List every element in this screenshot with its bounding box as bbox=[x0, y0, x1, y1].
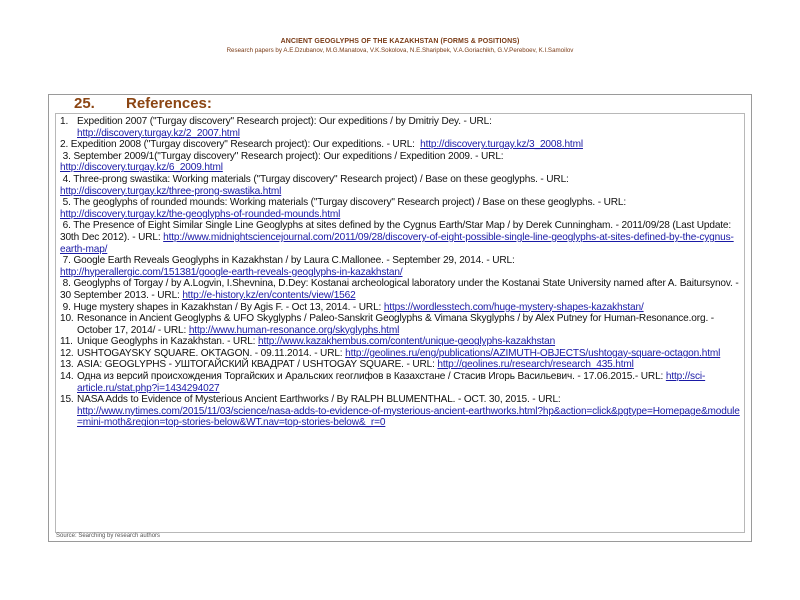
reference-item: 12. USHTOGAYSKY SQUARE. OKTAGON. - 09.11.2014. - URL: http://geolines.ru/eng/publications/AZIMUTH-OBJECTS/ushtogay-square-octagon.html bbox=[60, 347, 721, 359]
reference-link[interactable]: http://geolines.ru/eng/publications/AZIMUTH-OBJECTS/ushtogay-square-octagon.html bbox=[345, 347, 721, 359]
reference-link[interactable]: http://www.kazakhembus.com/content/unique-geoglyphs-kazakhstan bbox=[258, 336, 556, 348]
reference-item: 15. NASA Adds to Evidence of Mysterious Ancient Earthworks / By RALPH BLUMENTHAL. - OCT. 30, 2015. - URL: http://www.nytimes.com/2015/11/03/science/nasa-adds-to-evidence-of-mysterious-ancient-earthworks.html?hp&action=click&pgtype=Homepage&module=mini-moth&region=top-stories-below&WT.nav=top-stories-below&_r=0 bbox=[60, 394, 740, 429]
reference-link[interactable]: http://www.midnightsciencejournal.com/2011/09/28/discovery-of-eight-possible-single-line-geoglyphs-at-sites-defined-by-the-cygnus-earth-map/ bbox=[60, 231, 734, 255]
reference-link[interactable]: http://discovery.turgay.kz/3_2008.html bbox=[420, 139, 583, 151]
reference-item: 11. Unique Geoglyphs in Kazakhstan. - URL: http://www.kazakhembus.com/content/unique-geoglyphs-kazakhstan bbox=[60, 336, 556, 348]
reference-item: 4. Three-prong swastika: Working materials ("Turgay discovery" Research project) / Base on these geoglyphs. - URL: http://discovery.turgay.kz/three-prong-swastika.html bbox=[60, 173, 569, 197]
reference-item: 10. Resonance in Ancient Geoglyphs & UFO Skyglyphs / Paleo-Sanskrit Geoglyphs & Vimana Skyglyphs / by Alex Putney for Human-Resonance.org. - October 17, 2014/ - URL: http://www.human-resonance.org/skyglyphs.html bbox=[60, 313, 714, 336]
reference-item: 14. Одна из версий происхождения Торгайских и Аральских геоглифов в Казахстане / Стасив Игорь Васильевич. - 17.06.2015.- URL: http://sci-article.ru/stat.php?i=1434294027 bbox=[60, 371, 706, 394]
reference-item: 8. Geoglyphs of Torgay / by A.Logvin, I.Shevnina, D.Dey: Kostanai archeological laboratory under the Kostanai State University named after A. Baitursynov. - 30 September 2013. - URL: http://e-history.kz/en/contents/view/1562 bbox=[60, 278, 739, 301]
source-note: Source: Searching by research authors bbox=[56, 533, 161, 539]
reference-link[interactable]: http://hyperallergic.com/151381/google-earth-reveals-geoglyphs-in-kazakhstan/ bbox=[60, 266, 403, 278]
reference-item: 7. Google Earth Reveals Geoglyphs in Kazakhstan / by Laura C.Mallonee. - September 29, 2014. - URL: http://hyperallergic.com/151381/google-earth-reveals-geoglyphs-in-kazakhstan/ bbox=[60, 255, 515, 278]
references-list bbox=[60, 116, 742, 429]
reference-link[interactable]: https://wordlesstech.com/huge-mystery-shapes-kazakhstan/ bbox=[383, 301, 644, 313]
document-authors: Research papers by A.E.Dzubanov, M.G.Manatova, V.K.Sokolova, N.E.Sharipbek, V.A.Goriachikh, G.V.Pereboev, K.I.Samoilov bbox=[226, 47, 574, 54]
reference-item: 6. The Presence of Eight Similar Single Line Geoglyphs at sites defined by the Cygnus Earth/Star Map / by Derek Cunningham. - 2011/09/28 (Last Update: 30th Dec 2012). - URL: http://www.midnightsciencejournal.com/2011/09/28/discovery-of-eight-possible-single-line-geoglyphs-at-sites-defined-by-the-cygnus-earth-map/ bbox=[60, 220, 734, 255]
reference-item: 13. ASIA: GEOGLYPHS - УШТОГАЙСКИЙ КВАДРАТ / USHTOGAY SQUARE. - URL: http://geolines.ru/research/research_435.html bbox=[60, 359, 634, 371]
reference-item: 9. Huge mystery shapes in Kazakhstan / By Agis F. - Oct 13, 2014. - URL: https://wordlesstech.com/huge-mystery-shapes-kazakhstan/ bbox=[62, 301, 644, 313]
reference-link[interactable]: http://www.nytimes.com/2015/11/03/science/nasa-adds-to-evidence-of-mysterious-ancient-earthworks.html?hp&action=click&pgtype=Homepage&module=mini-moth&region=top-stories-below&WT.nav=top-stories-below&_r=0 bbox=[77, 405, 740, 429]
reference-item: 3. September 2009/1("Turgay discovery" Research project): Our expeditions / Expedition 2009. - URL: http://discovery.turgay.kz/6_2009.html bbox=[60, 150, 504, 174]
reference-link[interactable]: http://discovery.turgay.kz/the-geoglyphs-of-rounded-mounds.html bbox=[60, 208, 341, 220]
reference-link[interactable]: http://discovery.turgay.kz/2_2007.html bbox=[77, 127, 240, 139]
reference-item: 5. The geoglyphs of rounded mounds: Working materials ("Turgay discovery" Research project) / Base on these geoglyphs. - URL: http://discovery.turgay.kz/the-geoglyphs-of-rounded-mounds.html bbox=[60, 197, 626, 220]
section-number: 25. bbox=[74, 95, 95, 112]
reference-link[interactable]: http://www.human-resonance.org/skyglyphs.html bbox=[188, 324, 400, 336]
reference-link[interactable]: http://e-history.kz/en/contents/view/1562 bbox=[182, 289, 356, 301]
document-title: ANCIENT GEOGLYPHS OF THE KAZAKHSTAN (FORMS & POSITIONS) bbox=[280, 38, 520, 45]
reference-item: 1. Expedition 2007 ("Turgay discovery" Research project): Our expeditions / by Dmitriy Dey. - URL: http://discovery.turgay.kz/2_2007.html bbox=[60, 116, 492, 139]
section-title: References: bbox=[126, 95, 212, 112]
reference-item: 2. Expedition 2008 ("Turgay discovery" Research project): Our expeditions. - URL: http://discovery.turgay.kz/3_2008.html bbox=[60, 139, 583, 151]
reference-link[interactable]: http://discovery.turgay.kz/three-prong-swastika.html bbox=[60, 185, 282, 197]
reference-link[interactable]: http://geolines.ru/research/research_435.html bbox=[437, 359, 634, 371]
reference-link[interactable]: http://sci-article.ru/stat.php?i=1434294027 bbox=[77, 371, 706, 394]
reference-link[interactable]: http://discovery.turgay.kz/6_2009.html bbox=[60, 162, 223, 174]
section-heading bbox=[74, 95, 212, 112]
